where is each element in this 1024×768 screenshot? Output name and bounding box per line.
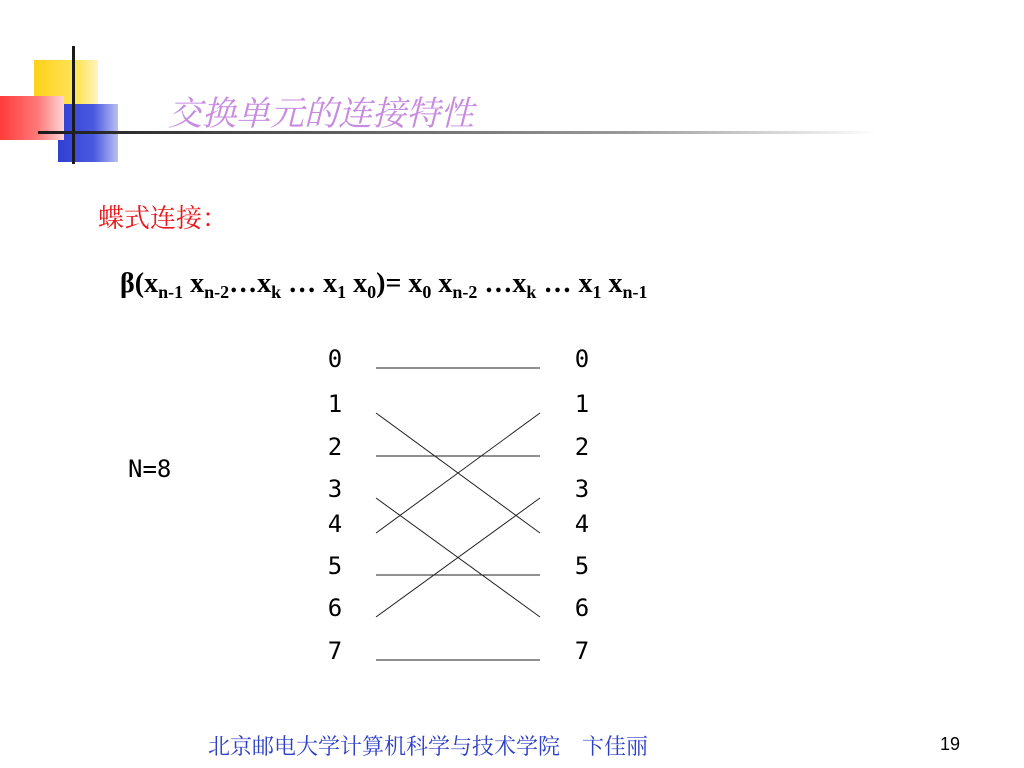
page-number: 19 [940,734,961,754]
output-label-6: 6 [574,594,590,622]
input-label-2: 2 [327,433,343,461]
output-label-3: 3 [574,475,590,503]
output-label-1: 1 [574,390,590,418]
slide-title: 交换单元的连接特性 [168,94,474,134]
input-label-4: 4 [327,510,343,538]
output-label-7: 7 [574,637,590,665]
footer-text: 北京邮电大学计算机科学与技术学院 卞佳丽 [208,735,649,760]
output-label-0: 0 [574,345,590,373]
input-label-1: 1 [327,390,343,418]
subtitle: 蝶式连接： [98,204,229,234]
input-label-0: 0 [327,345,343,373]
n-label: N=8 [128,455,172,483]
output-label-2: 2 [574,433,590,461]
output-label-4: 4 [574,510,590,538]
input-label-6: 6 [327,594,343,622]
input-label-7: 7 [327,637,343,665]
input-label-5: 5 [327,552,343,580]
butterfly-formula: $\beta(x_{n-1}$ $x_{n-2}\dots x_k$ … $x_1$ $x_0)= x_0$ $x_{n-2}$ $\dots x_k$ … $x_1$ $x_{n-1}$ [120,268,648,302]
input-label-3: 3 [327,475,343,503]
output-label-5: 5 [574,552,590,580]
